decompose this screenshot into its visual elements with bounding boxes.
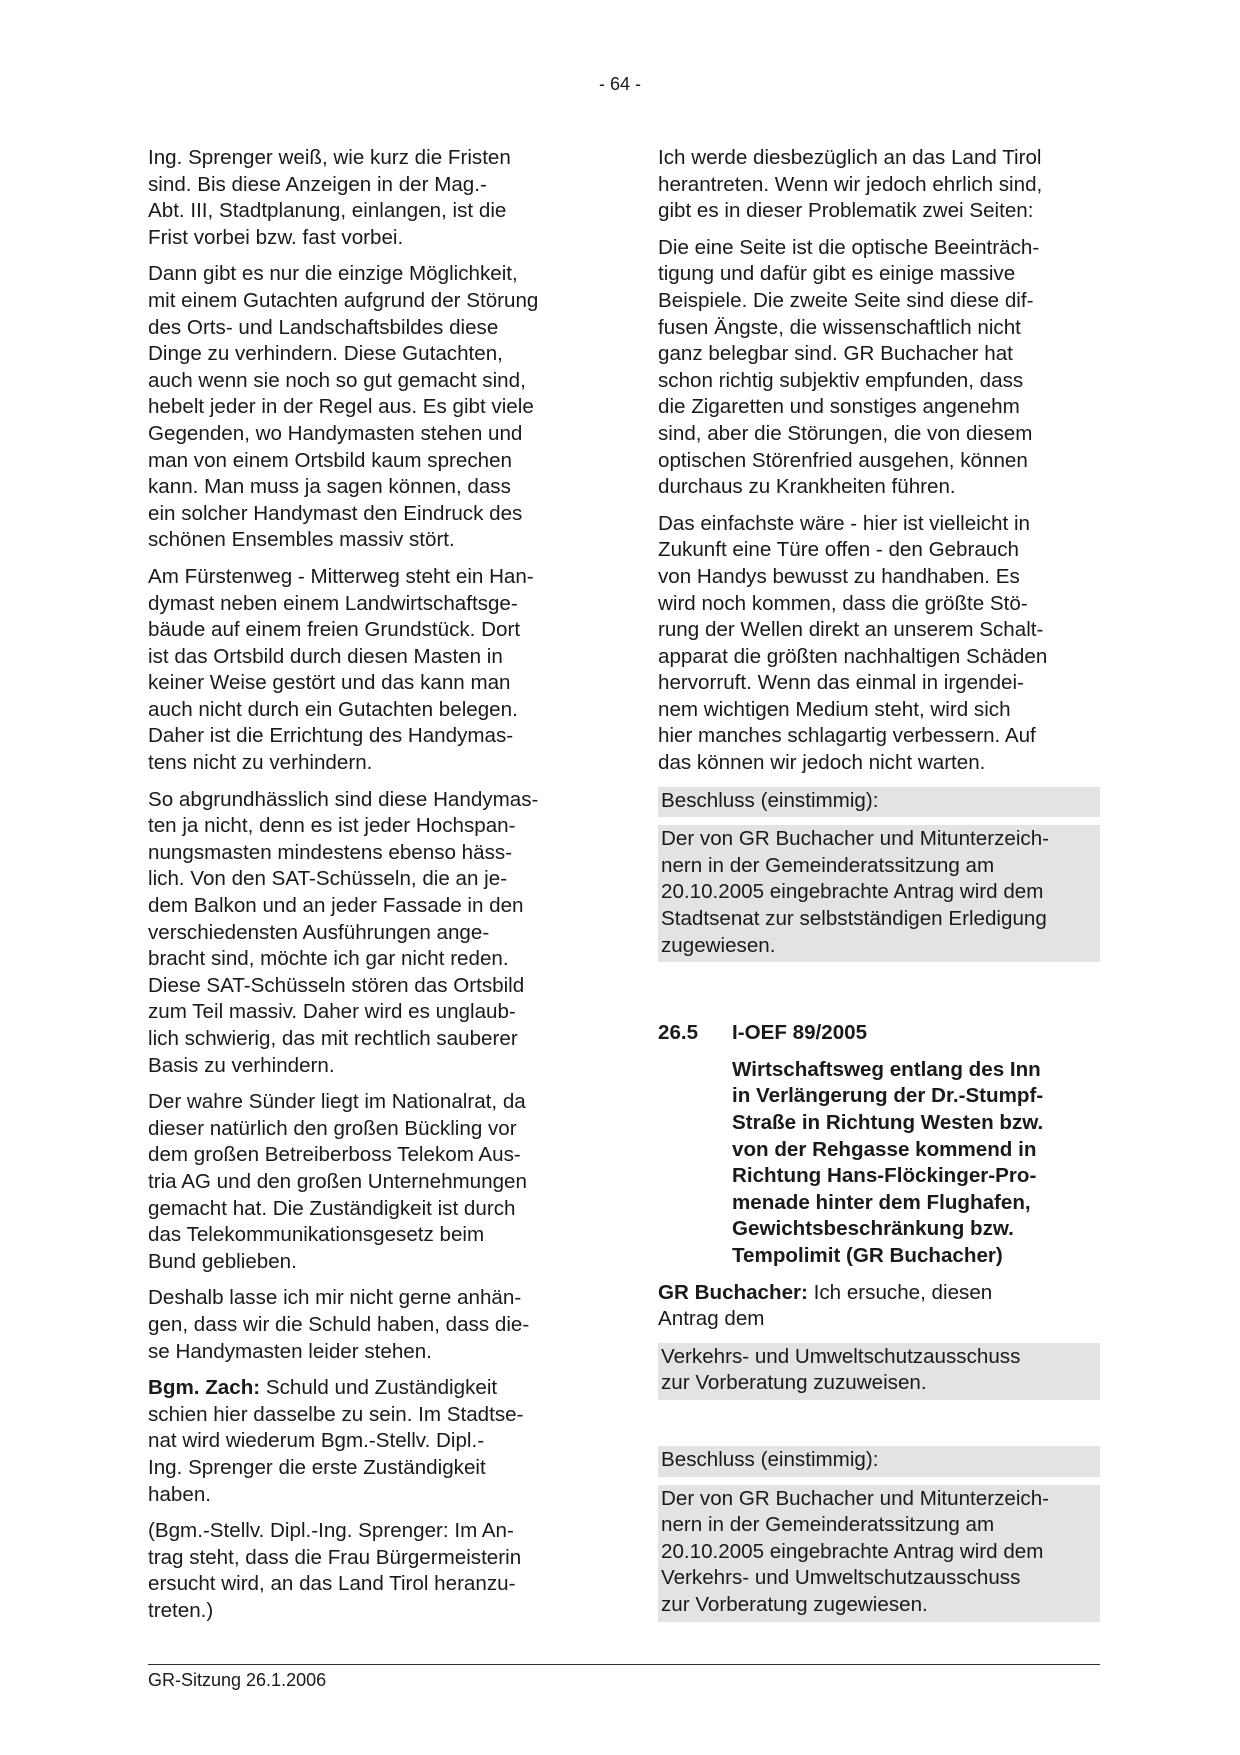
text-line: nat wird wiederum Bgm.-Stellv. Dipl.- bbox=[148, 1429, 485, 1453]
text-line: Das einfachste wäre - hier ist vielleicht in bbox=[658, 511, 1030, 535]
text-line: die Zigaretten und sonstiges angenehm bbox=[658, 395, 1020, 419]
footer-divider bbox=[148, 1664, 1100, 1665]
text-line: Ich werde diesbezüglich an das Land Tirol bbox=[658, 146, 1042, 169]
spacer bbox=[658, 1410, 1100, 1446]
paragraph bbox=[148, 145, 592, 251]
text-line: sind, aber die Störungen, die von diesem bbox=[658, 421, 1033, 445]
text-line: Basis zu verhindern. bbox=[148, 1053, 335, 1077]
text-line: tigung und dafür gibt es einige massive bbox=[658, 262, 1016, 286]
paragraph bbox=[148, 1285, 592, 1365]
text-line: Dann gibt es nur die einzige Möglichkeit, bbox=[148, 262, 518, 286]
text-line: rung der Wellen direkt an unserem Schalt- bbox=[658, 618, 1044, 642]
request-box bbox=[658, 1343, 1100, 1400]
text-line: hebelt jeder in der Regel aus. Es gibt viele bbox=[148, 395, 534, 419]
text-line: ganz belegbar sind. GR Buchacher hat bbox=[658, 342, 1013, 366]
speaker-paragraph bbox=[658, 1280, 1100, 1333]
agenda-item bbox=[658, 1020, 1100, 1269]
agenda-code: I-OEF 89/2005 bbox=[732, 1021, 868, 1045]
paragraph bbox=[658, 145, 1100, 225]
text-line: dymast neben einem Landwirtschaftsge- bbox=[148, 591, 518, 615]
text-line: dem großen Betreiberboss Telekom Aus- bbox=[148, 1143, 521, 1167]
text-line: lich. Von den SAT-Schüsseln, die an je- bbox=[148, 867, 508, 891]
paragraph bbox=[148, 261, 592, 554]
text-line: dem Balkon und an jeder Fassade in den bbox=[148, 894, 524, 918]
text-line: gemacht hat. Die Zuständigkeit ist durch bbox=[148, 1196, 516, 1220]
text-line: bracht sind, möchte ich gar nicht reden. bbox=[148, 947, 509, 971]
text-line: auch wenn sie noch so gut gemacht sind, bbox=[148, 368, 526, 392]
text-line: gibt es in dieser Problematik zwei Seiten: bbox=[658, 199, 1034, 223]
text-line: Frist vorbei bzw. fast vorbei. bbox=[148, 225, 404, 249]
text-line: nungsmasten mindestens ebenso häss- bbox=[148, 840, 513, 864]
text-line: man von einem Ortsbild kaum sprechen bbox=[148, 448, 512, 472]
text-line: von Handys bewusst zu handhaben. Es bbox=[658, 564, 1020, 588]
text-line: Bund geblieben. bbox=[148, 1249, 297, 1273]
paragraph bbox=[658, 511, 1100, 777]
text-line: zugewiesen. bbox=[661, 933, 776, 957]
text-line: trag steht, dass die Frau Bürgermeisterin bbox=[148, 1545, 522, 1569]
speaker-text: Ich ersuche, diesen bbox=[807, 1280, 993, 1304]
text-line: Ing. Sprenger weiß, wie kurz die Fristen bbox=[148, 146, 511, 169]
text-line: hervorruft. Wenn das einmal in irgendei- bbox=[658, 671, 1024, 695]
text-line: fusen Ängste, die wissenschaftlich nicht bbox=[658, 315, 1021, 339]
text-line: Deshalb lasse ich mir nicht gerne anhän- bbox=[148, 1286, 522, 1310]
footer-text: GR-Sitzung 26.1.2006 bbox=[148, 1670, 327, 1690]
right-column bbox=[658, 145, 1100, 1632]
text-line: Gewichtsbeschränkung bzw. bbox=[732, 1217, 1014, 1241]
paragraph bbox=[148, 1089, 592, 1275]
speaker-text: Schuld und Zuständigkeit bbox=[260, 1376, 498, 1400]
text-line: 20.10.2005 eingebrachte Antrag wird dem bbox=[661, 1539, 1044, 1563]
text-line: Stadtsenat zur selbstständigen Erledigung bbox=[661, 907, 1047, 931]
page-number: - 64 - bbox=[598, 74, 641, 94]
text-line: Ing. Sprenger die erste Zuständigkeit bbox=[148, 1455, 486, 1479]
text-line: zur Vorberatung zuzuweisen. bbox=[661, 1371, 927, 1395]
text-line: ersucht wird, an das Land Tirol heranzu- bbox=[148, 1572, 516, 1596]
text-line: Wirtschaftsweg entlang des Inn bbox=[732, 1057, 1041, 1081]
text-line: tria AG und den großen Unternehmungen bbox=[148, 1169, 527, 1193]
text-line: Beispiele. Die zweite Seite sind diese dif- bbox=[658, 288, 1034, 312]
text-line: 20.10.2005 eingebrachte Antrag wird dem bbox=[661, 880, 1044, 904]
text-line: schon richtig subjektiv empfunden, dass bbox=[658, 368, 1024, 392]
paragraph bbox=[148, 564, 592, 777]
text-line: Verkehrs- und Umweltschutzausschuss bbox=[661, 1566, 1021, 1590]
text-line: Tempolimit (GR Buchacher) bbox=[732, 1243, 1003, 1267]
text-line: ein solcher Handymast den Eindruck des bbox=[148, 501, 523, 525]
text-line: bäude auf einem freien Grundstück. Dort bbox=[148, 618, 521, 642]
speaker-paragraph bbox=[148, 1375, 592, 1508]
text-line bbox=[658, 1280, 1100, 1307]
resolution-label: Beschluss (einstimmig): bbox=[658, 787, 1100, 818]
agenda-heading bbox=[658, 1020, 1100, 1047]
text-line: nern in der Gemeinderatssitzung am bbox=[661, 853, 995, 877]
text-line: hier manches schlagartig verbessern. Auf bbox=[658, 724, 1036, 748]
text-line: zur Vorberatung zugewiesen. bbox=[661, 1592, 928, 1616]
speaker-name: Bgm. Zach: bbox=[148, 1376, 261, 1400]
paragraph bbox=[658, 235, 1100, 501]
text-line: Dinge zu verhindern. Diese Gutachten, bbox=[148, 342, 503, 366]
resolution-label: Beschluss (einstimmig): bbox=[658, 1446, 1100, 1477]
text-line: Verkehrs- und Umweltschutzausschuss bbox=[661, 1344, 1021, 1368]
text-line: dieser natürlich den großen Bückling vor bbox=[148, 1116, 517, 1140]
paragraph bbox=[148, 787, 592, 1080]
resolution-text bbox=[658, 1477, 1100, 1622]
text-line: das können wir jedoch nicht warten. bbox=[658, 751, 986, 775]
text-line: herantreten. Wenn wir jedoch ehrlich sind, bbox=[658, 172, 1043, 196]
text-line: Abt. III, Stadtplanung, einlangen, ist die bbox=[148, 199, 507, 223]
text-line: Daher ist die Errichtung des Handymas- bbox=[148, 724, 514, 748]
text-line: treten.) bbox=[148, 1598, 214, 1622]
text-line: Am Fürstenweg - Mitterweg steht ein Han- bbox=[148, 564, 534, 588]
text-line: (Bgm.-Stellv. Dipl.-Ing. Sprenger: Im An- bbox=[148, 1519, 514, 1543]
text-line: Zukunft eine Türe offen - den Gebrauch bbox=[658, 538, 1020, 562]
agenda-title bbox=[732, 1057, 1100, 1270]
paragraph bbox=[148, 1518, 592, 1624]
text-line: zum Teil massiv. Daher wird es unglaub- bbox=[148, 1000, 516, 1024]
text-line: nern in der Gemeinderatssitzung am bbox=[661, 1513, 995, 1537]
text-line: Gegenden, wo Handymasten stehen und bbox=[148, 421, 523, 445]
text-line: nem wichtigen Medium steht, wird sich bbox=[658, 697, 1011, 721]
text-line: in Verlängerung der Dr.-Stumpf- bbox=[732, 1084, 1044, 1108]
text-line: von der Rehgasse kommend in bbox=[732, 1137, 1037, 1161]
text-line: Die eine Seite ist die optische Beeinträch- bbox=[658, 235, 1040, 259]
text-line: Antrag dem bbox=[658, 1307, 765, 1331]
text-line: sind. Bis diese Anzeigen in der Mag.- bbox=[148, 172, 487, 196]
text-line: keiner Weise gestört und das kann man bbox=[148, 671, 511, 695]
text-line: So abgrundhässlich sind diese Handymas- bbox=[148, 787, 539, 811]
text-line: se Handymasten leider stehen. bbox=[148, 1339, 432, 1363]
speaker-name: GR Buchacher: bbox=[658, 1280, 808, 1304]
text-line: schien hier dasselbe zu sein. Im Stadtse- bbox=[148, 1402, 524, 1426]
text-line: Der von GR Buchacher und Mitunterzeich- bbox=[661, 1486, 1050, 1510]
text-line: Der von GR Buchacher und Mitunterzeich- bbox=[661, 827, 1050, 851]
left-column bbox=[148, 145, 592, 1634]
text-line bbox=[148, 1375, 592, 1402]
text-line: apparat die größten nachhaltigen Schäden bbox=[658, 644, 1048, 668]
text-line: lich schwierig, das mit rechtlich sauberer bbox=[148, 1027, 518, 1050]
text-line: gen, dass wir die Schuld haben, dass die- bbox=[148, 1312, 530, 1336]
text-line: auch nicht durch ein Gutachten belegen. bbox=[148, 697, 518, 721]
text-line: des Orts- und Landschaftsbildes diese bbox=[148, 315, 499, 339]
text-line: durchaus zu Krankheiten führen. bbox=[658, 475, 956, 499]
text-line: ten ja nicht, denn es ist jeder Hochspan- bbox=[148, 814, 516, 838]
text-line: optischen Störenfried ausgehen, können bbox=[658, 448, 1028, 472]
text-line: verschiedensten Ausführungen ange- bbox=[148, 920, 490, 944]
resolution-text bbox=[658, 817, 1100, 962]
text-line: kann. Man muss ja sagen können, dass bbox=[148, 475, 511, 499]
text-line: schönen Ensembles massiv stört. bbox=[148, 528, 455, 552]
text-line: wird noch kommen, dass die größte Stö- bbox=[658, 591, 1028, 615]
text-line: menade hinter dem Flughafen, bbox=[732, 1190, 1031, 1214]
text-line: haben. bbox=[148, 1482, 211, 1506]
text-line: das Telekommunikationsgesetz beim bbox=[148, 1223, 485, 1247]
text-line: tens nicht zu verhindern. bbox=[148, 751, 373, 775]
text-line: Der wahre Sünder liegt im Nationalrat, da bbox=[148, 1090, 526, 1114]
agenda-number: 26.5 bbox=[658, 1021, 699, 1045]
text-line: Diese SAT-Schüsseln stören das Ortsbild bbox=[148, 973, 525, 997]
text-line: mit einem Gutachten aufgrund der Störung bbox=[148, 288, 539, 312]
text-line: Richtung Hans-Flöckinger-Pro- bbox=[732, 1164, 1037, 1188]
text-line: ist das Ortsbild durch diesen Masten in bbox=[148, 644, 503, 668]
text-line: Straße in Richtung Westen bzw. bbox=[732, 1111, 1044, 1134]
